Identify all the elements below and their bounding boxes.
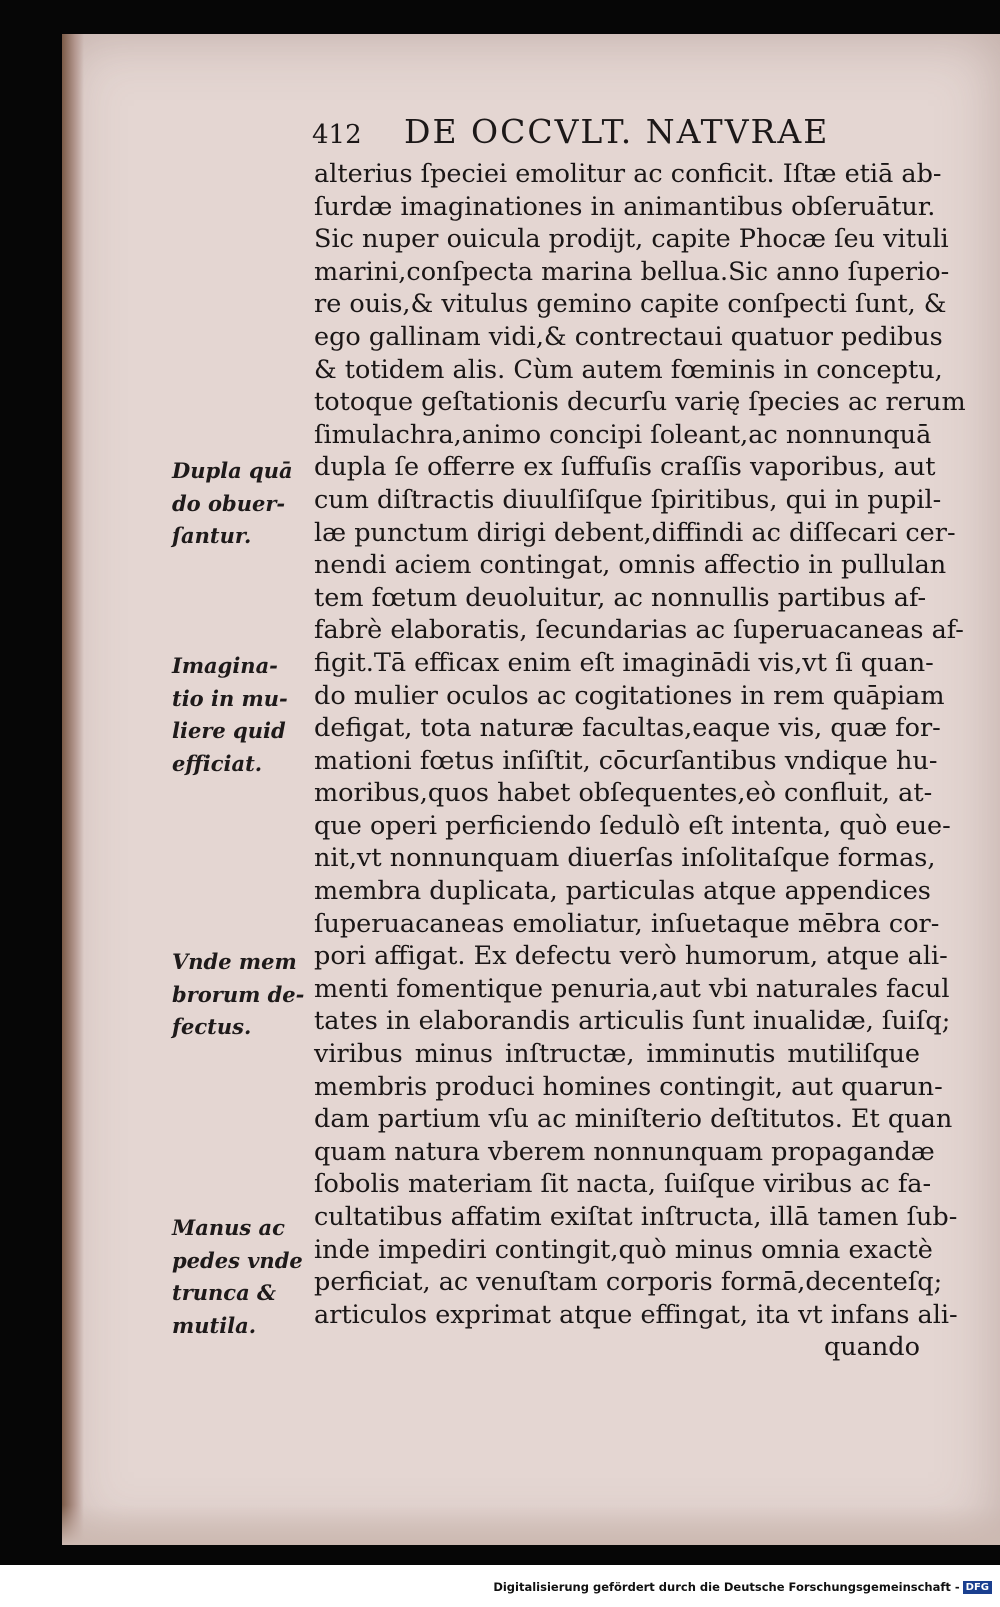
marginal-line: tio in mu-: [172, 685, 288, 711]
marginal-line: trunca &: [172, 1280, 276, 1306]
text-line: nendi aciem contingat, omnis affectio in pullulan: [314, 550, 947, 581]
text-line: ſimulachra,animo concipi ſoleant,ac nonnunquā: [314, 419, 932, 450]
text-line: pori affigat. Ex defectu verò humorum, atque ali-: [314, 941, 948, 972]
marginal-note-3: [172, 946, 312, 1044]
marginal-line: liere quid: [172, 718, 286, 744]
text-line: membra duplicata, particulas atque appendices: [314, 876, 931, 907]
text-line: defigat, tota naturæ facultas,eaque vis, quæ for-: [314, 713, 941, 744]
text-line: tem fœtum deuoluitur, ac nonnullis partibus af-: [314, 582, 927, 613]
marginal-line: efficiat.: [172, 750, 263, 776]
text-line: ſobolis materiam ſit nacta, ſuiſque viribus ac fa-: [314, 1169, 932, 1200]
digitization-credit: [493, 1580, 992, 1594]
running-head: DE OCCVLT. NATVRAE: [404, 112, 830, 151]
marginal-line: do obuer-: [172, 490, 286, 516]
marginal-line: pedes vnde: [172, 1247, 303, 1273]
text-line: quando: [823, 1332, 920, 1363]
text-line: cultatibus affatim exiſtat inſtructa, illā tamen ſub-: [314, 1202, 958, 1232]
marginal-note-2: [172, 650, 312, 780]
text-line: ſurdæ imaginationes in animantibus obſeruātur.: [314, 191, 936, 222]
text-line: perficiat, ac venuſtam corporis formā,decenteſq;: [314, 1267, 943, 1298]
credit-text: Digitalisierung gefördert durch die Deutsche Forschungsgemeinschaft -: [493, 1580, 960, 1594]
page-header: [312, 112, 872, 156]
text-line: alterius ſpeciei emolitur ac conficit. Iſtæ etiā ab-: [314, 159, 942, 189]
text-line: quam natura vberem nonnunquam propagandæ: [314, 1136, 935, 1167]
page-bottom-shadow: [62, 1505, 1000, 1545]
page-number: 412: [312, 120, 362, 150]
text-line: inde impediri contingit,quò minus omnia exactè: [314, 1234, 933, 1265]
marginal-line: ſantur.: [172, 523, 252, 549]
text-line: dam partium vſu ac miniſterio deſtitutos. Et quan: [314, 1104, 953, 1135]
marginal-note-4: [172, 1212, 312, 1342]
marginal-line: Imagina-: [172, 653, 278, 678]
text-line: marini,conſpecta marina bellua.Sic anno ſuperio-: [314, 256, 950, 287]
text-line: que operi perficiendo ſedulò eſt intenta, quò eue-: [314, 810, 951, 841]
marginal-line: Dupla quā: [172, 458, 293, 483]
marginal-line: brorum de-: [172, 981, 305, 1007]
text-line: viribus minus inſtructæ, imminutis mutiliſque: [314, 1039, 920, 1070]
marginal-line: Vnde mem: [172, 949, 297, 974]
text-line: nit,vt nonnunquam diuerſas inſolitaſque formas,: [314, 843, 936, 874]
text-line: Sic nuper ouicula prodijt, capite Phocæ ſeu vituli: [314, 224, 949, 255]
text-line: articulos exprimat atque effingat, ita vt infans ali-: [314, 1299, 958, 1330]
text-line: totoque geſtationis decurſu varię ſpecies ac rerum: [314, 387, 966, 418]
text-line: do mulier oculos ac cogitationes in rem quāpiam: [314, 680, 945, 711]
page-gutter-shadow: [62, 34, 84, 1544]
text-line: membris produci homines contingit, aut quarun-: [314, 1071, 943, 1102]
text-line: ſuperuacaneas emoliatur, inſuetaque mēbra cor-: [314, 908, 940, 939]
dfg-logo: DFG: [963, 1581, 992, 1594]
text-line: tates in elaborandis articulis ſunt inualidæ, ſuiſq;: [314, 1006, 951, 1037]
text-line: & totidem alis. Cùm autem fœminis in conceptu,: [314, 354, 943, 385]
text-line: figit.Tā efficax enim eſt imaginādi vis,vt ſi quan-: [314, 647, 934, 678]
main-text-block: [314, 158, 966, 1364]
text-line: fabrè elaboratis, ſecundarias ac ſuperuacaneas af-: [314, 615, 964, 646]
marginal-note-1: [172, 455, 312, 553]
text-line: cum diſtractis diuulſiſque ſpiritibus, qui in pupil-: [314, 484, 942, 515]
text-line: moribus,quos habet obſequentes,eò confluit, at-: [314, 778, 933, 809]
text-line: læ punctum dirigi debent,diffindi ac diſſecari cer-: [314, 517, 956, 548]
text-line: menti fomentique penuria,aut vbi naturales facul: [314, 973, 950, 1004]
marginal-line: Manus ac: [172, 1215, 285, 1240]
marginal-line: mutila.: [172, 1312, 257, 1338]
text-line: re ouis,& vitulus gemino capite conſpecti ſunt, &: [314, 289, 947, 320]
text-line: dupla ſe offerre ex ſuffuſis craſſis vaporibus, aut: [314, 452, 936, 483]
text-line: ego gallinam vidi,& contrectaui quatuor pedibus: [314, 321, 943, 352]
marginal-line: fectus.: [172, 1014, 252, 1040]
text-line: mationi fœtus inſiſtit, cōcurſantibus vndique hu-: [314, 745, 938, 776]
